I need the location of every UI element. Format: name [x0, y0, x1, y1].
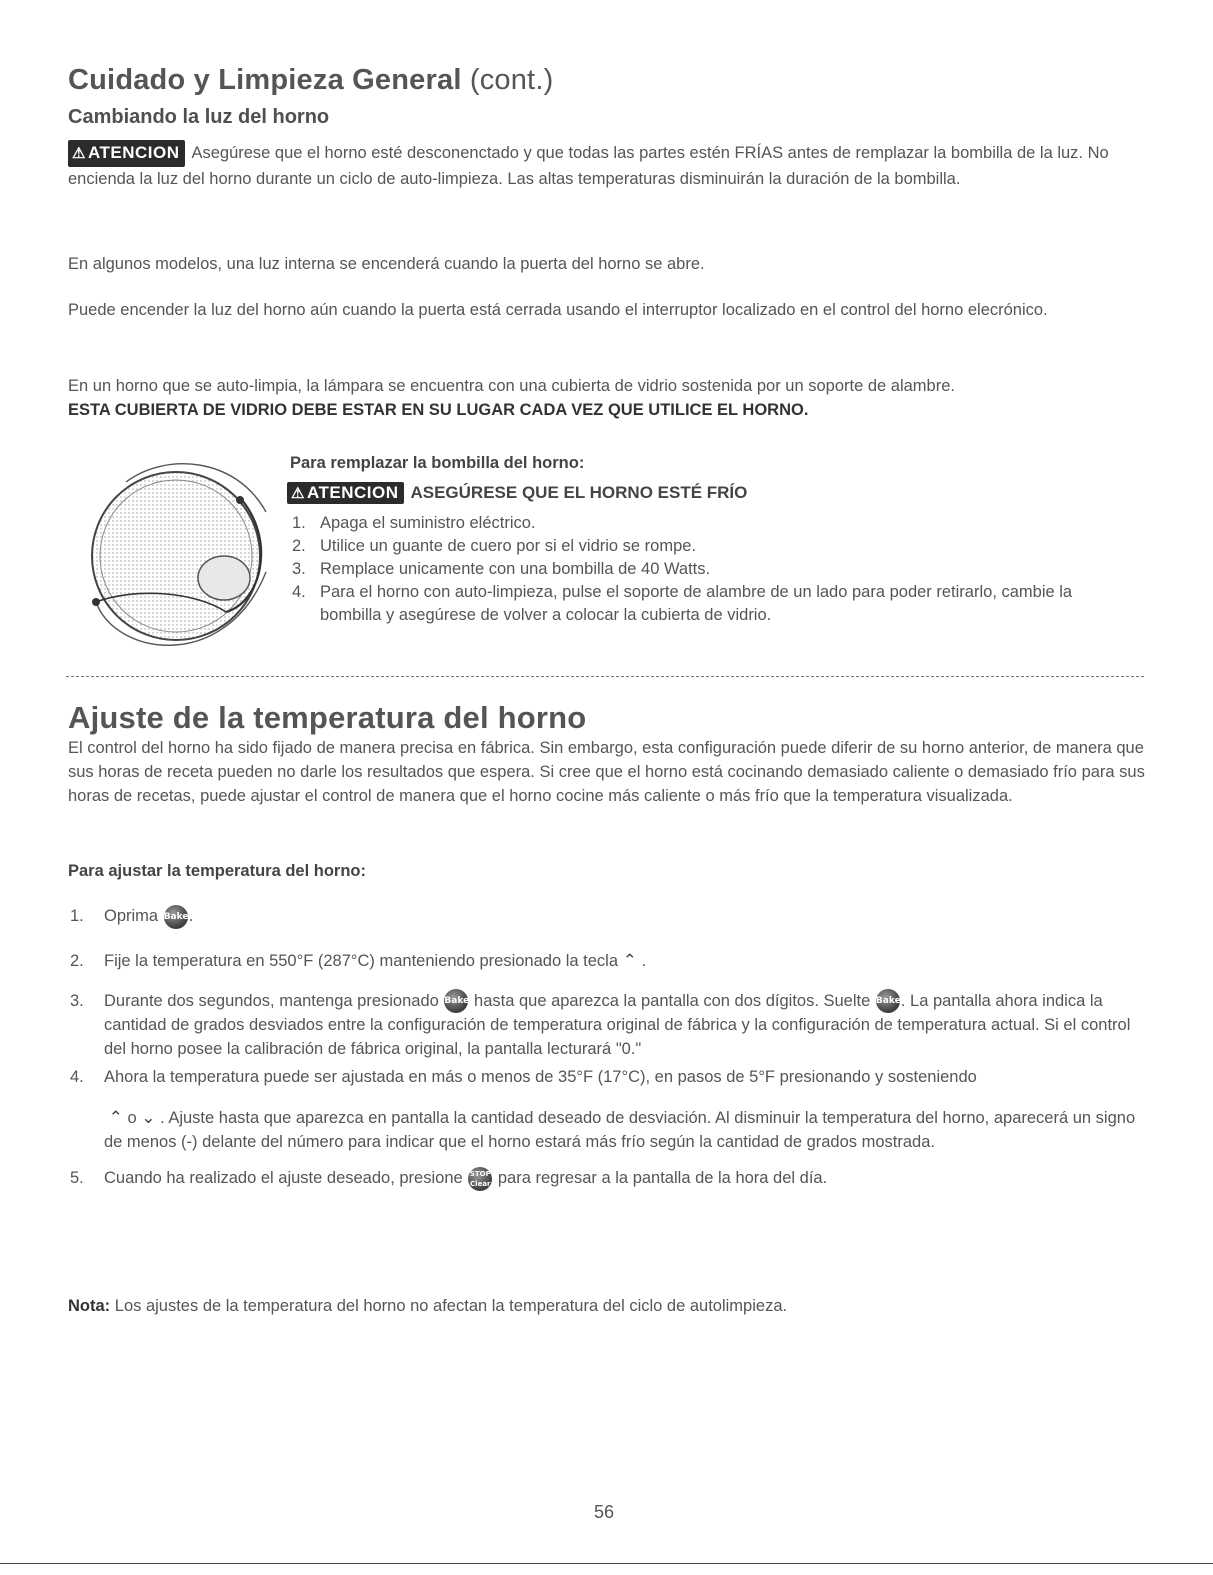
- section-title: [68, 64, 553, 97]
- footer-rule: [0, 1563, 1213, 1564]
- paragraph-glass-cover-text: En un horno que se auto-limpia, la lámpara se encuentra con una cubierta de vidrio sostenida por un soporte de alambre.: [68, 377, 955, 395]
- warning-badge-label: ATENCION: [87, 143, 180, 162]
- bake-key-icon: Bake: [164, 905, 188, 929]
- list-item: 3. Durante dos segundos, mantenga presionado Bake hasta que aparezca la pantalla con dos dígitos. Suelte Bake. La pantalla ahora indica la cantidad de grados desviados entre la configuración de temperatura original de fábrica y la configuración de temperatura actual. Si el control del horno posee la calibración de fábrica original, la pantalla lecturará "0.": [70, 989, 1148, 1062]
- warning-text: Asegúrese que el horno esté desconenctado y que todas las partes estén FRÍAS antes de remplazar la bombilla de la luz. No encienda la luz del horno durante un ciclo de auto-limpieza. Las altas temperaturas disminuirán la duración de la bombilla.: [68, 144, 1109, 188]
- list-item: 3. Remplace unicamente con una bombilla de 40 Watts.: [292, 560, 711, 578]
- list-item: 4. Ahora la temperatura puede ser ajustada en más o menos de 35°F (17°C), en pasos de 5°F presionando y sosteniendo ⌃ o ⌄ . Ajuste hasta que aparezca en pantalla la cantidad deseado de desviación. Al disminuir la temperatura del horno, aparecerá un signo de menos (-) delante del número para indicar que el horno estará más frío según la cantidad de grados mostrada.: [70, 1068, 1136, 1152]
- section-divider: [66, 676, 1144, 677]
- section2-intro: El control del horno ha sido fijado de manera precisa en fábrica. Sin embargo, esta configuración puede diferir de su horno anterior, de manera que sus horas de receta pueden no darle los resultados que espera. Si cree que el horno está cocinando demasiado caliente o demasiado frío para sus horas de recetas, puede ajustar el control de manera que el horno cocine más caliente o más frío que la temperatura visualizada.: [68, 739, 1145, 805]
- replace-warning: [287, 482, 747, 504]
- paragraph-light-switch: Puede encender la luz del horno aún cuando la puerta está cerrada usando el interruptor localizado en el control del horno elecrónico.: [68, 301, 1048, 319]
- warning-badge: [68, 140, 185, 167]
- adjust-steps: [70, 904, 1148, 1191]
- warning-paragraph: [68, 140, 1138, 191]
- oven-bulb-illustration: [76, 452, 276, 666]
- list-item: 2. Fije la temperatura en 550°F (287°C) manteniendo presionado la tecla ⌃ .: [70, 950, 647, 971]
- paragraph-interior-light: En algunos modelos, una luz interna se encenderá cuando la puerta del horno se abre.: [68, 255, 705, 273]
- list-item: 1. Apaga el suministro eléctrico.: [292, 514, 536, 532]
- glass-cover-warning: ESTA CUBIERTA DE VIDRIO DEBE ESTAR EN SU LUGAR CADA VEZ QUE UTILICE EL HORNO.: [68, 401, 809, 419]
- warning-triangle-icon: ⚠: [291, 485, 305, 502]
- down-arrow-icon: ⌄: [141, 1108, 156, 1129]
- up-arrow-icon: ⌃: [108, 1108, 123, 1129]
- bake-key-icon: Bake: [876, 989, 900, 1013]
- paragraph-glass-cover: [68, 374, 1148, 422]
- list-item: 2. Utilice un guante de cuero por si el vidrio se rompe.: [292, 537, 697, 555]
- replace-warning-text: ASEGÚRESE QUE EL HORNO ESTÉ FRÍO: [410, 483, 748, 502]
- up-arrow-icon: ⌃: [622, 950, 637, 971]
- list-item: 1. Oprima Bake.: [70, 904, 1148, 929]
- list-item: 5. Cuando ha realizado el ajuste deseado, presione STOP Clear para regresar a la pantalla de la hora del día.: [70, 1166, 1148, 1191]
- note: [68, 1294, 1146, 1318]
- adjust-heading: Para ajustar la temperatura del horno:: [68, 862, 367, 880]
- replace-warning-badge-label: ATENCION: [306, 483, 399, 502]
- page-number: 56: [594, 1502, 615, 1522]
- replace-bulb-heading: Para remplazar la bombilla del horno:: [290, 454, 585, 472]
- note-text: Los ajustes de la temperatura del horno no afectan la temperatura del ciclo de autolimpieza.: [114, 1297, 788, 1315]
- section-subtitle: Cambiando la luz del horno: [68, 106, 330, 128]
- replace-warning-badge: [287, 482, 404, 504]
- section2-title: Ajuste de la temperatura del horno: [68, 700, 587, 735]
- warning-triangle-icon: ⚠: [72, 145, 86, 162]
- replace-bulb-steps: [292, 512, 1132, 627]
- section-title-suffix: (cont.): [469, 64, 554, 96]
- stop-clear-key-icon: STOP Clear: [468, 1167, 492, 1191]
- note-label: Nota:: [68, 1297, 111, 1315]
- section-title-text: Cuidado y Limpieza General: [68, 64, 462, 96]
- list-item: 4. Para el horno con auto-limpieza, pulse el soporte de alambre de un lado para poder retirarlo, cambie la bombilla y asegúrese de volver a colocar la cubierta de vidrio.: [292, 583, 1073, 624]
- bake-key-icon: Bake: [444, 989, 468, 1013]
